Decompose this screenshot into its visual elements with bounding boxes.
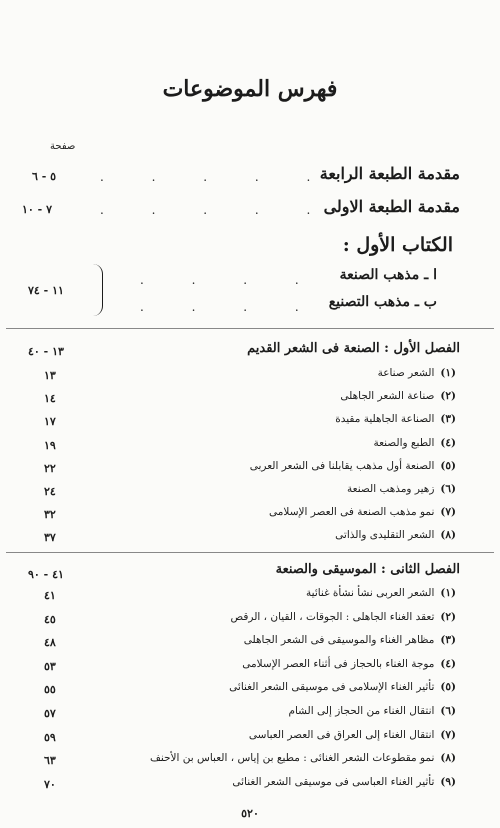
item-page: ٣٢	[44, 508, 56, 522]
item-label	[340, 390, 456, 402]
item-page: ٣٧	[44, 531, 56, 545]
item-page: ٥٣	[44, 659, 56, 673]
item-page: ٢٤	[44, 485, 56, 498]
item-text: الصنعة أول مذهب يقابلنا فى الشعر العربى	[249, 459, 435, 472]
item-text: صناعة الشعر الجاهلى	[340, 390, 435, 403]
item-label	[231, 611, 456, 623]
item-page: ٥٧	[44, 707, 56, 720]
item-number: (٦)	[440, 483, 456, 495]
item-number: (٣)	[440, 413, 456, 426]
leader-dots: . . . .	[140, 300, 321, 314]
leader-dots: . . . . .	[100, 203, 333, 217]
item-page: ١٧	[44, 415, 56, 429]
item-text: نمو مقطوعات الشعر الغنائى : مطيع بن إياس ، العباس بن الأحنف	[149, 752, 435, 765]
item-number: (٧)	[440, 506, 456, 519]
divider	[6, 552, 494, 553]
page-number: ٥٢٠	[241, 807, 259, 820]
chapter-heading: الفصل الثانى : الموسيقى والصنعة	[275, 562, 460, 577]
entry-label: مقدمة الطبعة الاولى	[323, 197, 460, 216]
item-page: ٤٥	[44, 612, 56, 626]
item-number: (٨)	[440, 752, 456, 765]
item-page: ٤١	[44, 589, 56, 602]
item-page: ٦٣	[44, 754, 56, 768]
item-text: انتقال الغناء إلى العراق فى العصر العباسى	[248, 728, 435, 741]
item-number: (٣)	[440, 634, 456, 647]
item-label	[232, 776, 456, 788]
entry-label: مقدمة الطبعة الرابعة	[319, 164, 460, 183]
item-page: ١٣	[44, 369, 56, 382]
item-number: (٢)	[440, 390, 456, 403]
page-column-header: صفحة	[50, 141, 76, 152]
item-label	[242, 658, 456, 670]
item-label	[347, 483, 456, 495]
leader-dots: . . . .	[140, 273, 321, 287]
item-number: (٧)	[440, 728, 456, 741]
item-label	[378, 367, 456, 379]
item-label	[229, 681, 456, 693]
book-heading: الكتاب الأول :	[342, 234, 453, 256]
item-text: زهير ومذهب الصنعة	[347, 483, 435, 495]
book-pages: ١١ - ٧٤	[28, 284, 64, 297]
item-number: (٤)	[440, 657, 456, 670]
item-text: الطبع والصنعة	[373, 436, 435, 449]
entry-pages: ٧ - ١٠	[22, 203, 52, 216]
item-number: (٩)	[440, 775, 456, 788]
item-page: ٥٩	[44, 730, 56, 744]
item-label	[249, 729, 456, 741]
brace	[92, 264, 103, 316]
item-text: مظاهر الغناء والموسيقى فى الشعر الجاهلى	[243, 634, 435, 647]
item-text: تأثير الغناء الإسلامى فى موسيقى الشعر الغنائى	[229, 681, 435, 694]
item-text: الشعر صناعة	[377, 367, 435, 379]
item-label	[250, 460, 456, 472]
leader-dots: . . . . .	[100, 170, 333, 184]
item-number: (١)	[440, 367, 456, 379]
item-number: (٨)	[440, 529, 456, 542]
item-page: ٢٢	[44, 461, 56, 475]
item-text: الشعر العربى نشأ نشأة غنائية	[306, 587, 435, 599]
item-page: ١٤	[44, 392, 56, 406]
entry-pages: ٥ - ٦	[32, 170, 57, 183]
item-page: ١٩	[44, 438, 56, 452]
item-label	[335, 413, 456, 425]
item-number: (٦)	[440, 705, 456, 717]
chapter-pages: ٤١ - ٩٠	[28, 568, 64, 581]
item-page: ٥٥	[44, 683, 56, 697]
divider	[6, 328, 494, 329]
item-page: ٧٠	[44, 777, 56, 791]
item-text: تعقد الغناء الجاهلى : الجوقات ، القيان ، الرقص	[230, 610, 435, 623]
book-item: ب ـ مذهب التصنيع	[328, 294, 437, 310]
item-number: (٥)	[440, 681, 456, 694]
item-label	[150, 752, 456, 764]
book-item: ا ـ مذهب الصنعة	[339, 267, 437, 283]
item-label	[306, 587, 456, 599]
item-page: ٤٨	[44, 636, 56, 650]
item-number: (٥)	[440, 459, 456, 472]
item-text: نمو مذهب الصنعة فى العصر الإسلامى	[269, 506, 435, 519]
page-title: فهرس الموضوعات	[162, 76, 338, 102]
item-text: الصناعة الجاهلية مقيدة	[335, 413, 435, 426]
item-label	[288, 705, 456, 717]
chapter-heading: الفصل الأول : الصنعة فى الشعر القديم	[247, 341, 460, 356]
item-label	[269, 506, 456, 518]
item-label	[335, 529, 456, 541]
item-text: الشعر التقليدى والذاتى	[335, 529, 435, 542]
chapter-pages: ١٣ - ٤٠	[28, 345, 64, 358]
item-text: انتقال الغناء من الحجاز إلى الشام	[288, 705, 435, 717]
item-label	[373, 437, 456, 449]
item-number: (١)	[440, 587, 456, 599]
item-number: (٤)	[440, 436, 456, 449]
item-number: (٢)	[440, 610, 456, 623]
item-label	[244, 634, 456, 646]
item-text: موجة الغناء بالحجاز فى أثناء العصر الإسلامى	[242, 657, 435, 670]
item-text: تأثير الغناء العباسى فى موسيقى الشعر الغنائى	[232, 775, 435, 788]
